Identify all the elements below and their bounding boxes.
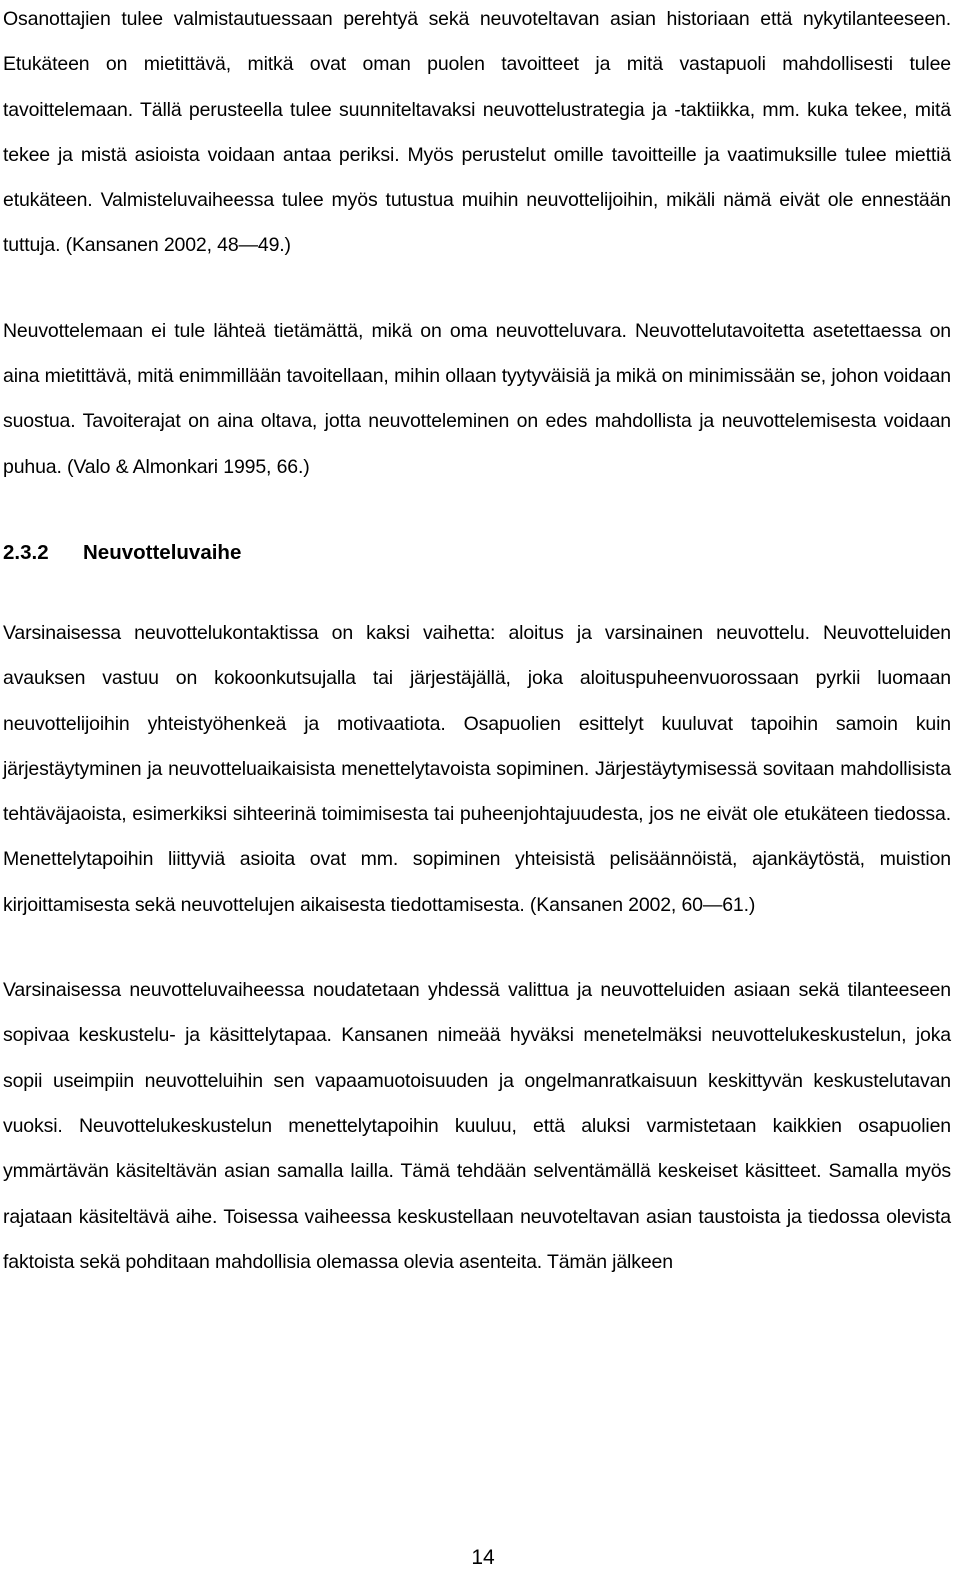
paragraph-spacer	[3, 269, 951, 309]
document-body	[3, 0, 951, 1285]
paragraph-negotiation-margin: Neuvottelemaan ei tule lähteä tietämättä, mikä on oma neuvotteluvara. Neuvottelutavoitetta asetettaessa on aina mietittävä, mitä enimmillään tavoitellaan, mihin ollaan tyytyväisiä ja mikä on minimissään se, johon voidaan suostua. Tavoiterajat on aina oltava, jotta neuvotteleminen on edes mahdollista ja neuvottelemisesta voidaan puhua. (Valo & Almonkari 1995, 66.)	[3, 319, 951, 478]
page-number: 14	[471, 1546, 495, 1569]
section-heading	[3, 530, 951, 575]
paragraph-negotiation-contact: Varsinaisessa neuvottelukontaktissa on kaksi vaihetta: aloitus ja varsinainen neuvottelu. Neuvotteluiden avauksen vastuu on kokoonkutsujalla tai järjestäjällä, joka aloituspuheenvuorossaan pyrkii luomaan neuvottelijoihin yhteistyöhenkeä ja motivaatiota. Osapuolien esittelyt kuuluvat tapoihin samoin kuin järjestäytyminen ja neuvotteluaikaisista menettelytavoista sopiminen. Järjestäytymisessä sovitaan mahdollisista tehtäväjaoista, esimerkiksi sihteerinä toimimisesta tai puheenjohtajuudesta, jos ne eivät ole etukäteen tiedossa. Menettelytapoihin liittyviä asioita ovat mm. sopiminen yhteisistä pelisäännöistä, ajankäytöstä, muistion kirjoittamisesta sekä neuvottelujen aikaisesta tiedottamisesta. (Kansanen 2002, 60—61.)	[3, 621, 951, 916]
section-title: Neuvotteluvaihe	[83, 540, 242, 564]
paragraph-spacer	[3, 490, 951, 530]
paragraph-preparation: Osanottajien tulee valmistautuessaan perehtyä sekä neuvoteltavan asian historiaan että nykytilanteeseen. Etukäteen on mietittävä, mitkä ovat oman puolen tavoitteet ja mitä vastapuoli mahdollisesti tulee tavoittelemaan. Tällä perusteella tulee suunniteltavaksi neuvottelustrategia ja -taktiikka, mm. kuka tekee, mitä tekee ja mistä asioista voidaan antaa periksi. Myös perustelut omille tavoitteille ja vaatimuksille tulee miettiä etukäteen. Valmisteluvaiheessa tulee myös tutustua muihin neuvottelijoihin, mikäli nämä eivät ole ennestään tuttuja. (Kansanen 2002, 48—49.)	[3, 8, 951, 257]
paragraph-spacer	[3, 928, 951, 968]
paragraph-negotiation-phase: Varsinaisessa neuvotteluvaiheessa noudatetaan yhdessä valittua ja neuvotteluiden asiaan sekä tilanteeseen sopivaa keskustelu- ja käsittelytapaa. Kansanen nimeää hyväksi menetelmäksi neuvottelukeskustelun, joka sopii useimpiin neuvotteluihin sen vapaamuotoisuuden ja ongelmanratkaisuun keskittyvän keskustelutavan vuoksi. Neuvottelukeskustelun menettelytapoihin kuuluu, että aluksi varmistetaan kaikkien osapuolien ymmärtävän käsiteltävän asian samalla lailla. Tämä tehdään selventämällä keskeiset käsitteet. Samalla myös rajataan käsiteltävä aihe. Toisessa vaiheessa keskustellaan neuvoteltavan asian taustoista ja tiedossa olevista faktoista sekä pohditaan mahdollisia olemassa olevia asenteita. Tämän jälkeen	[3, 979, 951, 1273]
paragraph-spacer	[3, 575, 951, 611]
section-number: 2.3.2	[3, 540, 49, 564]
